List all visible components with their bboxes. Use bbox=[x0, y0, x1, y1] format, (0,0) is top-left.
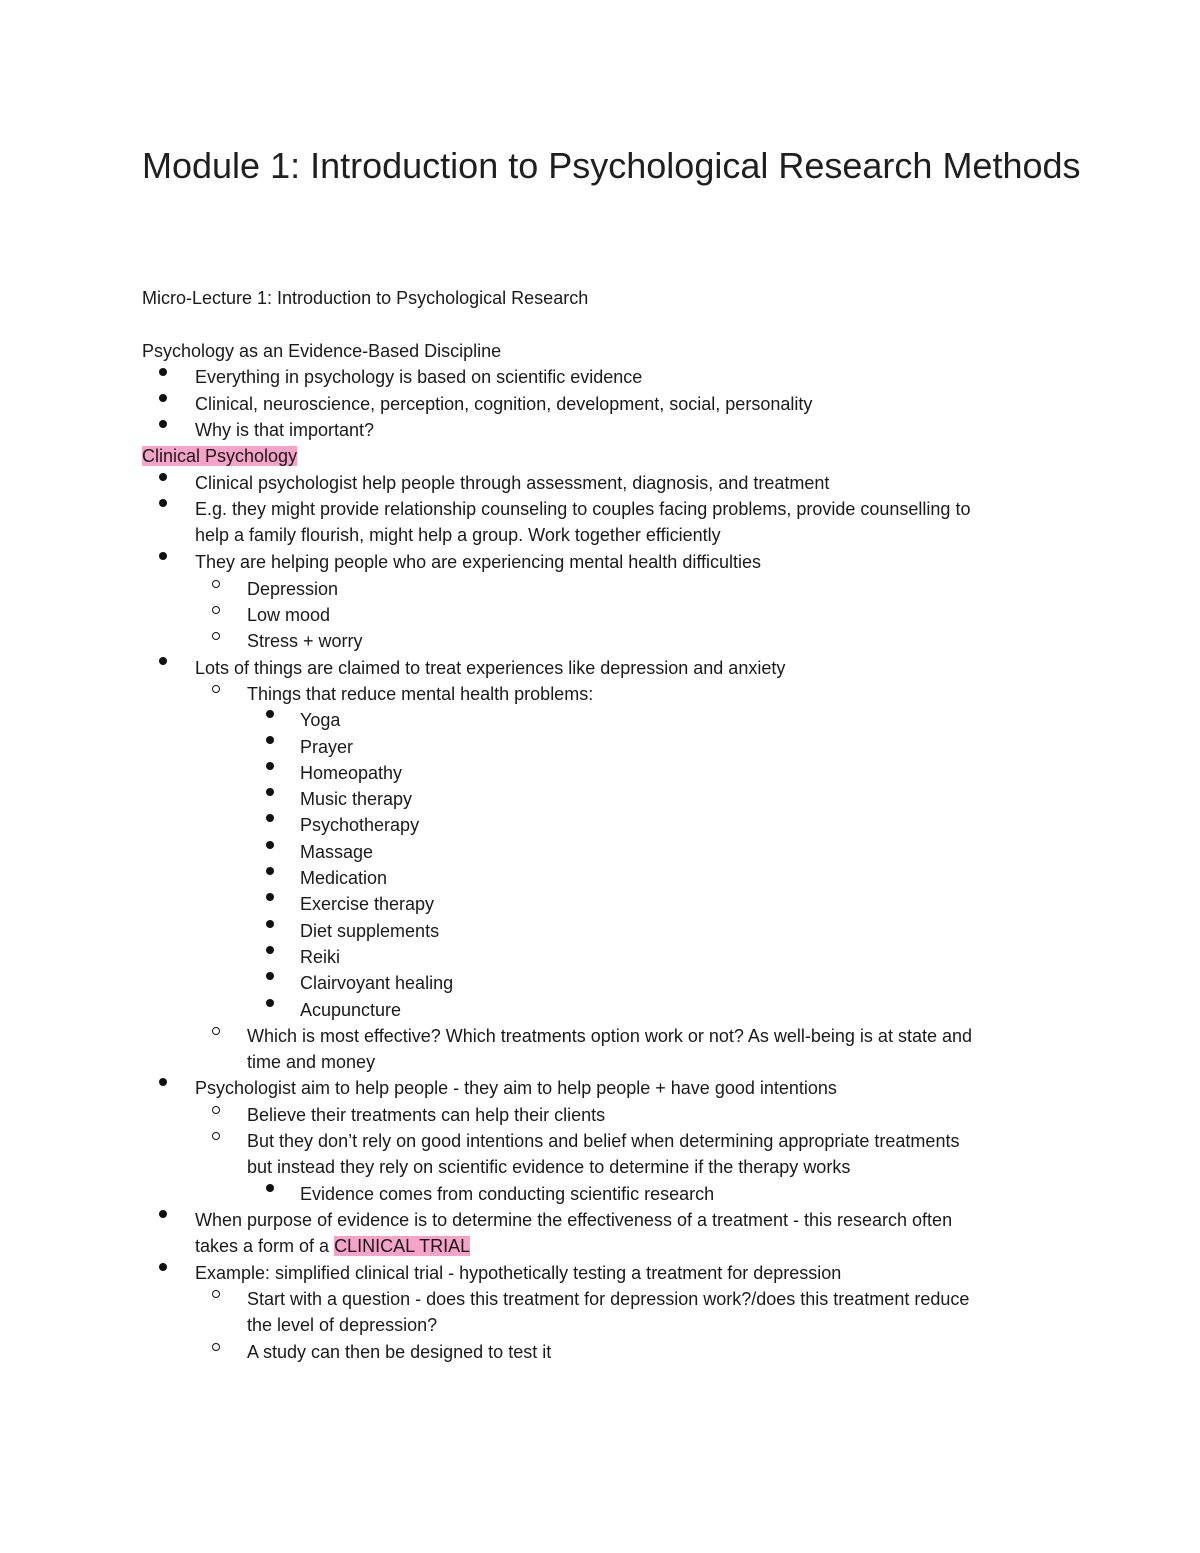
list-item-continuation: help a family flourish, might help a group. Work together efficiently bbox=[195, 525, 721, 545]
sub-bullet-icon bbox=[212, 632, 220, 640]
sub-bullet-icon bbox=[212, 1343, 220, 1351]
sub-list-item: Start with a question - does this treatment for depression work?/does this treatment reduce bbox=[247, 1289, 970, 1309]
bullet-icon bbox=[266, 841, 274, 849]
sub-bullet-icon bbox=[212, 685, 220, 693]
treatment-item: Reiki bbox=[300, 947, 341, 967]
bullet-icon bbox=[266, 999, 274, 1007]
list-item: Lots of things are claimed to treat experiences like depression and anxiety bbox=[195, 658, 786, 678]
bullet-icon bbox=[159, 657, 167, 665]
treatment-item: Exercise therapy bbox=[300, 894, 435, 914]
sub-list-item-continuation: the level of depression? bbox=[247, 1315, 438, 1335]
list-item: When purpose of evidence is to determine the effectiveness of a treatment - this research often bbox=[195, 1210, 953, 1230]
sub-list-item: Stress + worry bbox=[247, 631, 363, 651]
list-item: They are helping people who are experiencing mental health difficulties bbox=[195, 552, 762, 572]
sub-bullet-icon bbox=[212, 1290, 220, 1298]
sub-sub-list-item: Evidence comes from conducting scientific research bbox=[300, 1184, 715, 1204]
bullet-icon bbox=[266, 972, 274, 980]
sub-list-item: Things that reduce mental health problems: bbox=[247, 684, 594, 704]
bullet-icon bbox=[159, 420, 167, 428]
bullet-icon bbox=[266, 710, 274, 718]
sub-bullet-icon bbox=[212, 1106, 220, 1114]
bullet-icon bbox=[266, 762, 274, 770]
list-item: Clinical, neuroscience, perception, cognition, development, social, personality bbox=[195, 394, 813, 414]
sub-list-item: Depression bbox=[247, 579, 339, 599]
bullet-icon bbox=[266, 788, 274, 796]
bullet-icon bbox=[159, 1210, 167, 1218]
list-item: E.g. they might provide relationship counseling to couples facing problems, provide counselling to bbox=[195, 499, 971, 519]
treatment-item: Diet supplements bbox=[300, 921, 440, 941]
sub-list-item-continuation: but instead they rely on scientific evidence to determine if the therapy works bbox=[247, 1157, 851, 1177]
highlighted-heading: Clinical Psychology bbox=[142, 446, 298, 466]
list-item: Psychologist aim to help people - they aim to help people + have good intentions bbox=[195, 1078, 837, 1098]
treatment-item: Yoga bbox=[300, 710, 341, 730]
section-heading-evidence: Psychology as an Evidence-Based Discipline bbox=[142, 341, 502, 361]
treatment-item: Clairvoyant healing bbox=[300, 973, 454, 993]
bullet-icon bbox=[266, 920, 274, 928]
treatment-item: Acupuncture bbox=[300, 1000, 402, 1020]
bullet-icon bbox=[159, 1078, 167, 1086]
treatment-item: Music therapy bbox=[300, 789, 413, 809]
page-title: Module 1: Introduction to Psychological Research Methods bbox=[142, 145, 1081, 186]
bullet-icon bbox=[266, 736, 274, 744]
list-item: Everything in psychology is based on scientific evidence bbox=[195, 367, 643, 387]
treatment-item: Medication bbox=[300, 868, 388, 888]
bullet-icon bbox=[159, 552, 167, 560]
clinical-trial-highlight: CLINICAL TRIAL bbox=[334, 1236, 471, 1256]
bullet-icon bbox=[266, 1184, 274, 1192]
list-item: Example: simplified clinical trial - hypothetically testing a treatment for depression bbox=[195, 1263, 842, 1283]
section-heading-clinical bbox=[142, 443, 297, 469]
sub-list-item: Which is most effective? Which treatments option work or not? As well-being is at state and bbox=[247, 1026, 973, 1046]
sub-bullet-icon bbox=[212, 1132, 220, 1140]
bullet-icon bbox=[159, 394, 167, 402]
sub-list-item: Low mood bbox=[247, 605, 331, 625]
treatment-item: Massage bbox=[300, 842, 374, 862]
bullet-icon bbox=[266, 893, 274, 901]
sub-list-item-continuation: time and money bbox=[247, 1052, 376, 1072]
bullet-icon bbox=[266, 867, 274, 875]
bullet-icon bbox=[159, 499, 167, 507]
bullet-icon bbox=[159, 368, 167, 376]
bullet-icon bbox=[159, 473, 167, 481]
bullet-icon bbox=[266, 946, 274, 954]
bullet-icon bbox=[159, 1263, 167, 1271]
list-item: Why is that important? bbox=[195, 420, 375, 440]
sub-list-item: A study can then be designed to test it bbox=[247, 1342, 552, 1362]
sub-bullet-icon bbox=[212, 1027, 220, 1035]
list-item: Clinical psychologist help people through assessment, diagnosis, and treatment bbox=[195, 473, 830, 493]
list-item-continuation bbox=[195, 1233, 470, 1259]
treatment-item: Homeopathy bbox=[300, 763, 403, 783]
sub-list-item: Believe their treatments can help their clients bbox=[247, 1105, 606, 1125]
sub-list-item: But they don’t rely on good intentions and belief when determining appropriate treatments bbox=[247, 1131, 960, 1151]
clinical-trial-lead-text: takes a form of a bbox=[195, 1236, 335, 1256]
treatment-item: Psychotherapy bbox=[300, 815, 420, 835]
micro-lecture-title: Micro-Lecture 1: Introduction to Psychological Research bbox=[142, 288, 589, 308]
bullet-icon bbox=[266, 814, 274, 822]
sub-bullet-icon bbox=[212, 606, 220, 614]
treatment-item: Prayer bbox=[300, 737, 354, 757]
sub-bullet-icon bbox=[212, 580, 220, 588]
